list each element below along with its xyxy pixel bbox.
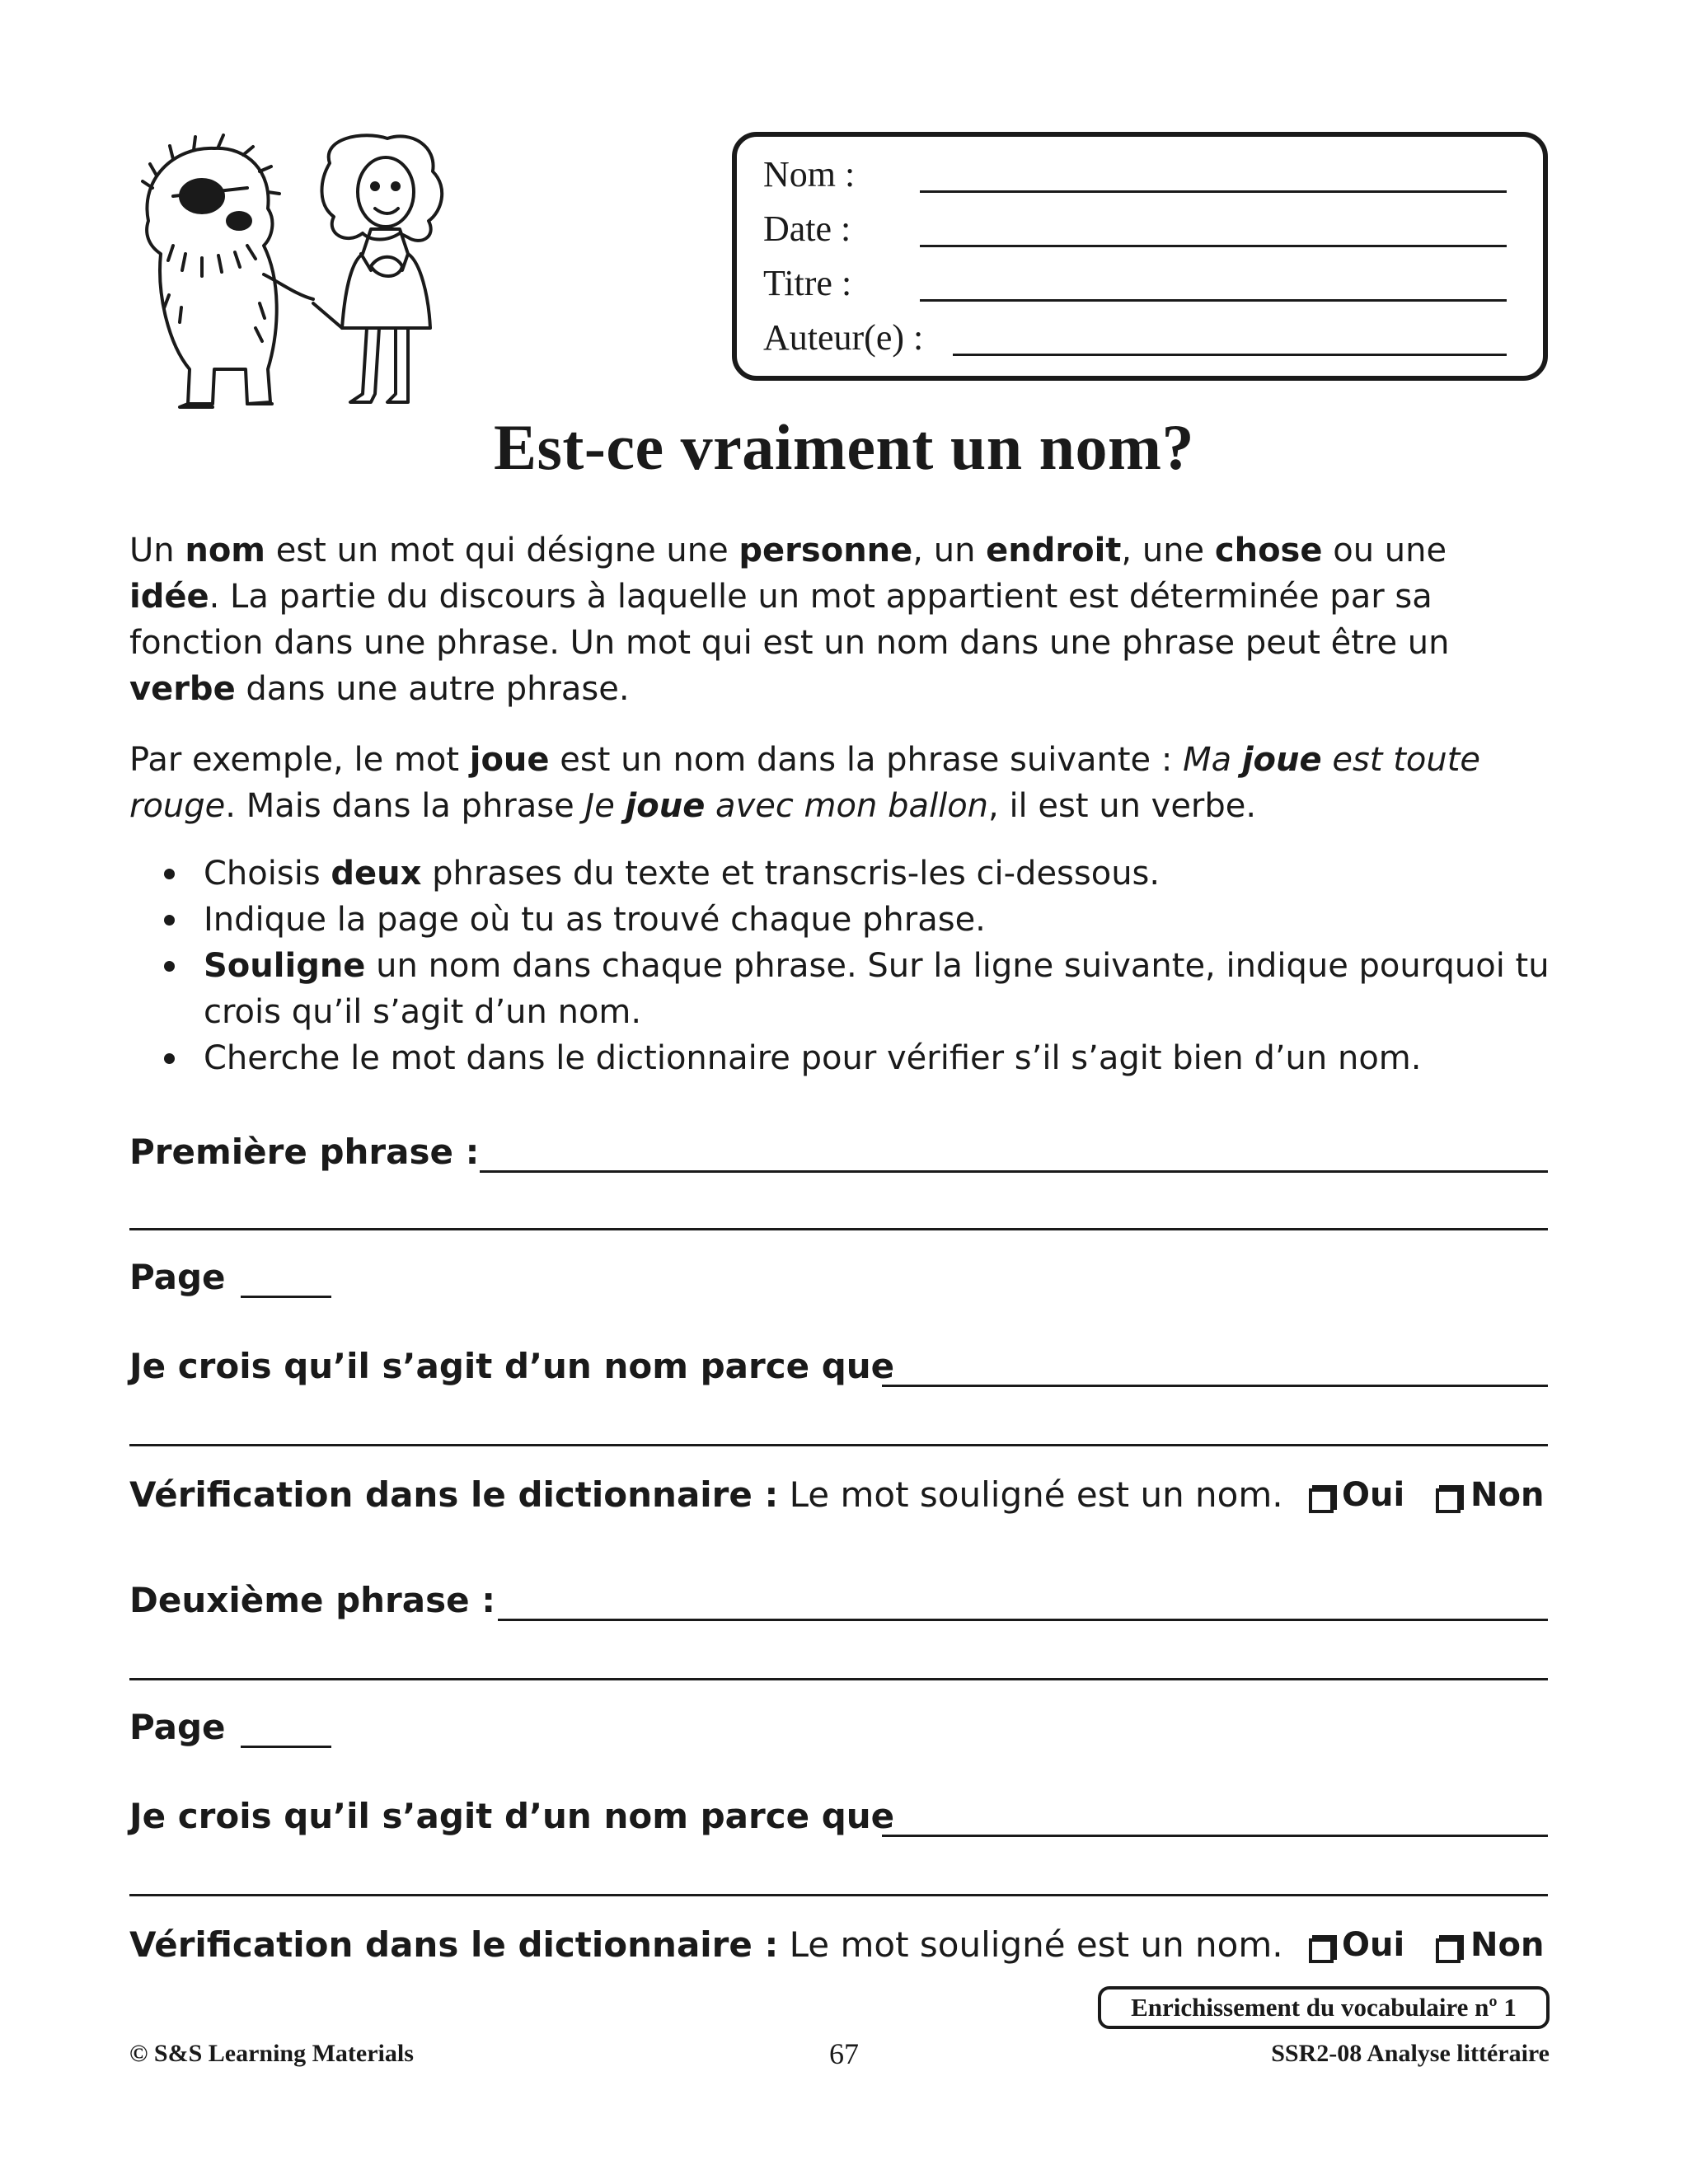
second-non-label: Non [1470,1926,1545,1964]
text: , il est un verbe. [988,787,1257,825]
text: ou une [1322,532,1447,569]
bold-term: personne [738,532,913,569]
second-sentence-input-line[interactable] [498,1619,1548,1621]
book-title-label: Titre : [763,263,852,303]
bold-term: verbe [129,670,236,708]
verification-text: Le mot souligné est un nom. [778,1924,1283,1965]
name-label: Nom : [763,154,856,194]
first-reason-input-line-2[interactable] [129,1444,1548,1446]
first-verification-line [129,1472,1283,1518]
bold-term: Souligne [204,947,366,985]
bold-italic-term: joue [625,787,706,825]
date-label: Date : [763,209,851,249]
text: , un [912,532,987,569]
first-page-label: Page [129,1257,226,1297]
first-reason-label: Je crois qu’il s’agit d’un nom parce que [129,1346,895,1386]
italic-example: Ma [1183,741,1242,779]
italic-example: avec mon ballon [705,787,989,825]
second-reason-input-line[interactable] [882,1835,1548,1837]
author-label: Auteur(e) : [763,317,924,358]
second-reason-input-line-2[interactable] [129,1894,1548,1896]
bold-term: chose [1214,532,1323,569]
copyright-notice: © S&S Learning Materials [129,2040,414,2067]
name-row [763,152,1507,198]
dog-and-girl-illustration [124,130,519,427]
instruction-item [129,851,1564,897]
author-input-line[interactable] [953,354,1507,356]
text: , une [1121,532,1215,569]
italic-example: est toute rouge [129,741,1480,825]
text: Cherche le mot dans le dictionnaire pour vérifier s’il s’agit bien d’un nom. [204,1039,1422,1077]
second-reason-label: Je crois qu’il s’agit d’un nom parce que [129,1796,895,1836]
first-oui-label: Oui [1342,1476,1405,1514]
series-label-box: Enrichissement du vocabulaire nº 1 [1098,1986,1550,2029]
text: . Mais dans la phrase [225,787,585,825]
page-title: Est-ce vraiment un nom? [494,411,1194,483]
product-code: SSR2-08 Analyse littéraire [1271,2040,1550,2067]
text: phrases du texte et transcris-les ci-dessous. [421,855,1160,893]
first-non-checkbox[interactable] [1436,1488,1461,1513]
text: Par exemple, le mot [129,741,470,779]
name-input-line[interactable] [920,190,1507,193]
text: est un nom dans la phrase suivante : [549,741,1184,779]
second-verification-line [129,1922,1283,1968]
second-sentence-input-line-2[interactable] [129,1678,1548,1680]
date-row [763,206,1507,252]
first-sentence-input-line[interactable] [480,1170,1548,1173]
second-sentence-label: Deuxième phrase : [129,1580,496,1620]
second-oui-checkbox[interactable] [1309,1938,1334,1963]
bold-term: endroit [986,532,1122,569]
second-non-checkbox[interactable] [1436,1938,1461,1963]
verification-label: Vérification dans le dictionnaire : [129,1474,779,1515]
first-reason-input-line[interactable] [882,1385,1548,1387]
text: dans une autre phrase. [235,670,630,708]
second-page-label: Page [129,1707,226,1747]
girl-drawing [313,135,442,402]
instruction-item [129,897,1564,943]
first-non-label: Non [1470,1476,1545,1514]
dog-drawing [143,135,313,407]
first-sentence-input-line-2[interactable] [129,1228,1548,1230]
instruction-item [129,943,1564,1035]
book-title-input-line[interactable] [920,299,1507,302]
date-input-line[interactable] [920,245,1507,247]
instruction-item [129,1035,1564,1081]
text: Indique la page où tu as trouvé chaque phrase. [204,901,986,939]
intro-paragraph-2 [129,737,1547,829]
second-oui-label: Oui [1342,1926,1405,1964]
text: est un mot qui désigne une [265,532,739,569]
verification-label: Vérification dans le dictionnaire : [129,1924,779,1965]
bold-term: nom [185,532,265,569]
author-row [763,315,1507,361]
intro-paragraph-1 [129,527,1547,712]
page-number: 67 [829,2037,859,2070]
title-row [763,260,1507,307]
text: Un [129,532,185,569]
first-oui-checkbox[interactable] [1309,1488,1334,1513]
student-info-box [732,132,1548,381]
text: . La partie du discours à laquelle un mot appartient est déterminée par sa fonction dans une phrase. Un mot qui est un nom dans une phrase peut être un [129,578,1450,662]
bold-term: idée [129,578,209,616]
bold-term: deux [331,855,422,893]
text: un nom dans chaque phrase. Sur la ligne suivante, indique pourquoi tu crois qu’il s’agit d’un nom. [204,947,1550,1031]
bold-italic-term: joue [1241,741,1322,779]
italic-example: Je [584,787,626,825]
second-page-input-line[interactable] [241,1746,331,1748]
text: Choisis [204,855,331,893]
first-page-input-line[interactable] [241,1296,331,1298]
instructions-list [129,851,1564,1081]
bold-term: joue [469,741,550,779]
verification-text: Le mot souligné est un nom. [778,1474,1283,1515]
first-sentence-label: Première phrase : [129,1132,480,1172]
